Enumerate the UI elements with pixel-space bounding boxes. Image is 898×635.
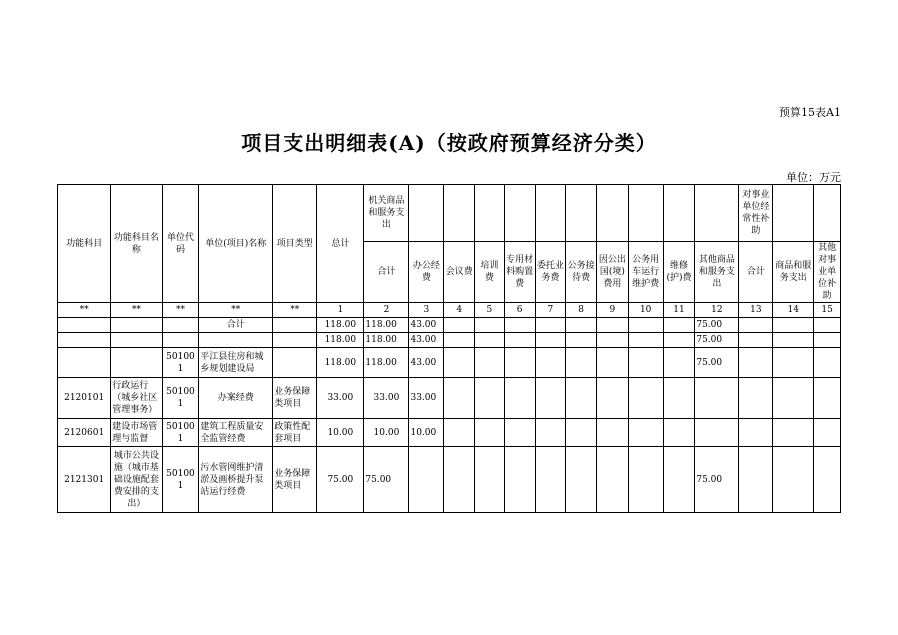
header-goods-col: 培训费 [475,242,505,303]
goods-total-cell: 118.00 [364,333,409,348]
header-project-type: 项目类型 [273,185,317,303]
func-name-cell [111,318,162,333]
index-cell: 5 [475,303,505,318]
header-goods-group: 机关商品和服务支出 [364,185,409,242]
header-goods-col: 合计 [364,242,409,303]
unit-name-cell: 建筑工程质量安全监管经费 [199,419,273,447]
unit-name-cell: 平江县住房和城乡规划建设局 [199,348,273,378]
other-goods-cell: 75.00 [695,333,739,348]
index-cell: 3 [409,303,444,318]
index-cell: 15 [814,303,841,318]
unit-name-cell: 合计 [199,318,273,333]
index-cell: 1 [317,303,364,318]
total-cell: 118.00 [317,348,364,378]
unit-code-cell: 501001 [162,447,199,513]
header-goods-col: 其他商品和服务支出 [695,242,739,303]
other-goods-cell: 75.00 [695,447,739,513]
project-type-cell [273,318,317,333]
header-func-code: 功能科目 [58,185,111,303]
unit-code-cell [162,318,199,333]
unit-code-cell [162,333,199,348]
goods-total-cell: 33.00 [364,378,409,419]
table-row [58,378,841,419]
project-type-cell [273,333,317,348]
index-cell: 2 [364,303,409,318]
header-goods-col: 会议费 [444,242,475,303]
table-code: 预算15表A1 [779,106,841,119]
table-row [58,333,841,348]
total-cell: 33.00 [317,378,364,419]
header-goods-col: 因公出国(境)费用 [596,242,628,303]
office-cell [409,447,444,513]
total-cell: 75.00 [317,447,364,513]
func-code-cell [58,348,111,378]
func-name-cell: 行政运行（城乡社区管理事务） [111,378,162,419]
office-cell: 10.00 [409,419,444,447]
header-goods-col: 办公经费 [409,242,444,303]
unit-name-cell [199,333,273,348]
goods-total-cell: 75.00 [364,447,409,513]
table-row [58,348,841,378]
total-cell: 118.00 [317,333,364,348]
office-cell: 33.00 [409,378,444,419]
header-subsidy-col: 其他对事业单位补助 [814,242,841,303]
header-goods-col: 公务用车运行维护费 [628,242,663,303]
table-row [58,419,841,447]
index-cell: ** [111,303,162,318]
index-cell: 6 [504,303,535,318]
header-goods-col: 维修(护)费 [663,242,695,303]
project-type-cell: 业务保障类项目 [273,378,317,419]
project-type-cell: 政策性配套项目 [273,419,317,447]
header-unit-name: 单位(项目)名称 [199,185,273,303]
header-subsidy-col: 商品和服务支出 [773,242,814,303]
index-cell: 14 [773,303,814,318]
office-cell: 43.00 [409,318,444,333]
project-type-cell: 业务保障类项目 [273,447,317,513]
header-goods-col: 公务接待费 [566,242,597,303]
other-goods-cell [695,419,739,447]
index-cell: 7 [535,303,566,318]
index-cell: ** [199,303,273,318]
header-func-name: 功能科目名称 [111,185,162,303]
page-title: 项目支出明细表(A)（按政府预算经济分类） [241,131,657,155]
unit-label: 单位：万元 [786,171,841,184]
unit-code-cell: 501001 [162,378,199,419]
header-goods-col: 委托业务费 [535,242,566,303]
total-cell: 10.00 [317,419,364,447]
office-cell: 43.00 [409,333,444,348]
goods-total-cell: 118.00 [364,318,409,333]
header-subsidy-group: 对事业单位经常性补助 [739,185,773,242]
index-row [58,303,841,318]
index-cell: 11 [663,303,695,318]
other-goods-cell [695,378,739,419]
office-cell: 43.00 [409,348,444,378]
index-cell: 4 [444,303,475,318]
unit-name-cell: 污水管网维护清淤及画桥提升泵站运行经费 [199,447,273,513]
func-code-cell: 2121301 [58,447,111,513]
expenditure-table [57,184,841,513]
goods-total-cell: 10.00 [364,419,409,447]
index-cell: ** [162,303,199,318]
unit-code-cell: 501001 [162,419,199,447]
index-cell: 13 [739,303,773,318]
func-name-cell [111,333,162,348]
goods-total-cell: 118.00 [364,348,409,378]
func-code-cell: 2120601 [58,419,111,447]
header-unit-code: 单位代码 [162,185,199,303]
project-type-cell [273,348,317,378]
func-name-cell: 建设市场管理与监督 [111,419,162,447]
total-cell: 118.00 [317,318,364,333]
other-goods-cell: 75.00 [695,348,739,378]
header-total: 总计 [317,185,364,303]
header-goods-col: 专用材料购置费 [504,242,535,303]
table-row [58,318,841,333]
func-code-cell: 2120101 [58,378,111,419]
other-goods-cell: 75.00 [695,318,739,333]
index-cell: 8 [566,303,597,318]
index-cell: 9 [596,303,628,318]
index-cell: ** [58,303,111,318]
index-cell: 12 [695,303,739,318]
unit-name-cell: 办案经费 [199,378,273,419]
func-name-cell [111,348,162,378]
unit-code-cell: 501001 [162,348,199,378]
header-subsidy-col: 合计 [739,242,773,303]
table-row [58,447,841,513]
index-cell: ** [273,303,317,318]
func-code-cell [58,318,111,333]
index-cell: 10 [628,303,663,318]
func-name-cell: 城市公共设施（城市基础设施配套费安排的支出） [111,447,162,513]
func-code-cell [58,333,111,348]
